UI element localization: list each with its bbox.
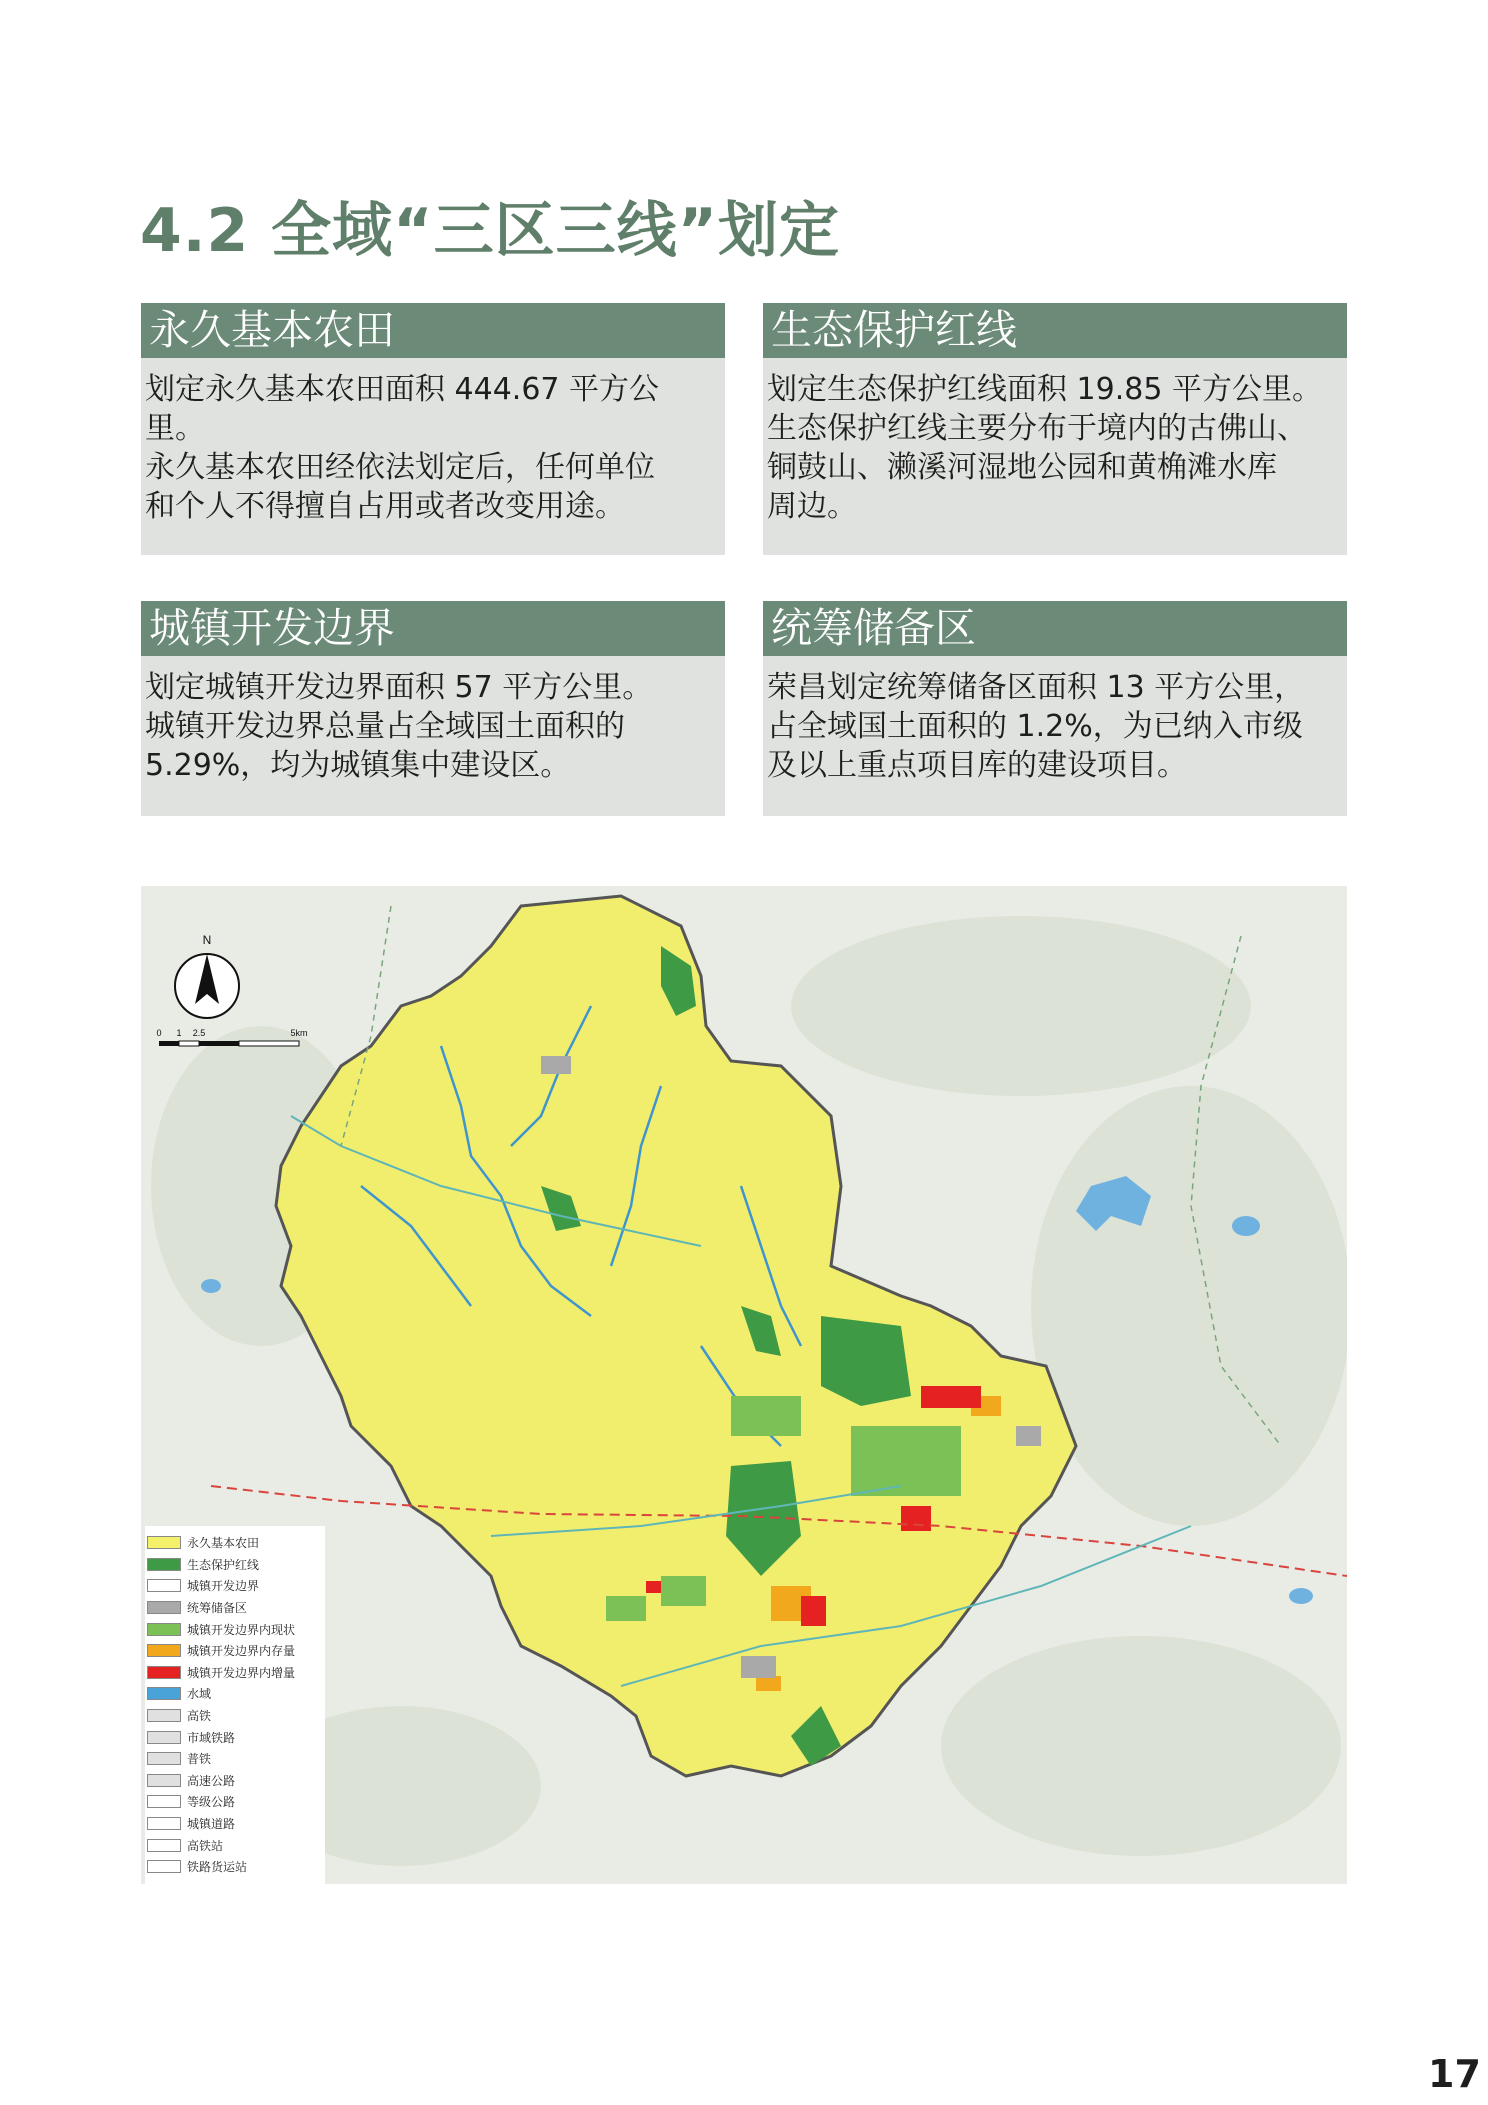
legend-item xyxy=(147,1575,325,1597)
legend-swatch xyxy=(147,1601,181,1614)
zoning-map xyxy=(141,886,1347,1884)
legend-label: 高速公路 xyxy=(187,1773,236,1788)
legend-label: 城镇开发边界 xyxy=(187,1579,260,1594)
legend-item xyxy=(147,1748,325,1770)
legend-swatch xyxy=(147,1731,181,1744)
legend-swatch xyxy=(147,1709,181,1722)
legend-label: 市域铁路 xyxy=(187,1730,236,1745)
legend-swatch xyxy=(147,1860,181,1873)
legend-label: 普铁 xyxy=(187,1752,212,1767)
legend-swatch xyxy=(147,1579,181,1592)
legend-label: 永久基本农田 xyxy=(187,1536,260,1551)
legend-label: 城镇道路 xyxy=(187,1817,236,1832)
card-line: 生态保护红线主要分布于境内的古佛山、 xyxy=(767,411,1307,446)
card-heading: 生态保护红线 xyxy=(763,303,1347,358)
scale-label: 2.5 xyxy=(192,1028,206,1038)
scale-label: 0 xyxy=(156,1028,162,1038)
legend-swatch xyxy=(147,1839,181,1852)
legend-label: 高铁 xyxy=(187,1709,212,1724)
legend-label: 城镇开发边界内存量 xyxy=(187,1644,296,1659)
card-heading: 城镇开发边界 xyxy=(141,601,725,656)
legend-item xyxy=(147,1618,325,1640)
card-line: 划定永久基本农田面积 444.67 平方公里。 xyxy=(145,372,660,446)
legend-item xyxy=(147,1640,325,1662)
map-legend xyxy=(145,1526,325,1884)
page-number: 17 xyxy=(1428,2052,1481,2096)
legend-swatch xyxy=(147,1536,181,1549)
card-line: 荣昌划定统筹储备区面积 13 平方公里， xyxy=(767,670,1305,705)
legend-label: 铁路货运站 xyxy=(187,1860,248,1875)
legend-swatch xyxy=(147,1817,181,1830)
legend-swatch xyxy=(147,1666,181,1679)
card-heading: 永久基本农田 xyxy=(141,303,725,358)
legend-item xyxy=(147,1834,325,1856)
scale-label: 1 xyxy=(176,1028,182,1038)
legend-label: 生态保护红线 xyxy=(187,1557,260,1572)
card-line: 5.29%，均为城镇集中建设区。 xyxy=(145,748,571,783)
legend-item xyxy=(147,1770,325,1792)
card-body xyxy=(141,358,725,555)
legend-swatch xyxy=(147,1795,181,1808)
legend-swatch xyxy=(147,1774,181,1787)
scale-label: 5km xyxy=(290,1028,308,1038)
legend-item xyxy=(147,1662,325,1684)
legend-label: 城镇开发边界内现状 xyxy=(187,1622,296,1637)
legend-swatch xyxy=(147,1558,181,1571)
legend-swatch xyxy=(147,1687,181,1700)
legend-swatch xyxy=(147,1644,181,1657)
card-line: 永久基本农田经依法划定后，任何单位 xyxy=(145,450,655,485)
card-urban-boundary xyxy=(141,601,725,816)
card-line: 周边。 xyxy=(767,489,857,524)
card-line: 铜鼓山、濑溪河湿地公园和黄桷滩水库 xyxy=(767,450,1277,485)
legend-item xyxy=(147,1705,325,1727)
legend-swatch xyxy=(147,1752,181,1765)
legend-label: 等级公路 xyxy=(187,1795,236,1810)
card-farmland xyxy=(141,303,725,555)
legend-label: 统筹储备区 xyxy=(187,1601,248,1616)
legend-swatch xyxy=(147,1623,181,1636)
card-line: 及以上重点项目库的建设项目。 xyxy=(767,748,1187,783)
legend-item xyxy=(147,1554,325,1576)
card-line: 划定城镇开发边界面积 57 平方公里。 xyxy=(145,670,653,705)
legend-label: 高铁站 xyxy=(187,1838,224,1853)
card-line: 占全域国土面积的 1.2%，为已纳入市级 xyxy=(767,709,1303,744)
north-label: N xyxy=(202,933,212,947)
card-body xyxy=(763,656,1347,816)
card-body xyxy=(141,656,725,816)
card-heading: 统筹储备区 xyxy=(763,601,1347,656)
card-body xyxy=(763,358,1347,555)
card-line: 城镇开发边界总量占全域国土面积的 xyxy=(145,709,625,744)
card-line: 划定生态保护红线面积 19.85 平方公里。 xyxy=(767,372,1322,407)
legend-item xyxy=(147,1683,325,1705)
legend-item xyxy=(147,1813,325,1835)
card-reserve-zone xyxy=(763,601,1347,816)
page-title: 4.2 全域“三区三线”划定 xyxy=(140,196,841,266)
card-eco-redline xyxy=(763,303,1347,555)
legend-item xyxy=(147,1532,325,1554)
legend-item xyxy=(147,1791,325,1813)
legend-item xyxy=(147,1856,325,1878)
legend-label: 城镇开发边界内增量 xyxy=(187,1665,296,1680)
legend-item xyxy=(147,1726,325,1748)
legend-item xyxy=(147,1597,325,1619)
legend-label: 水域 xyxy=(187,1687,212,1702)
card-line: 和个人不得擅自占用或者改变用途。 xyxy=(145,489,625,524)
